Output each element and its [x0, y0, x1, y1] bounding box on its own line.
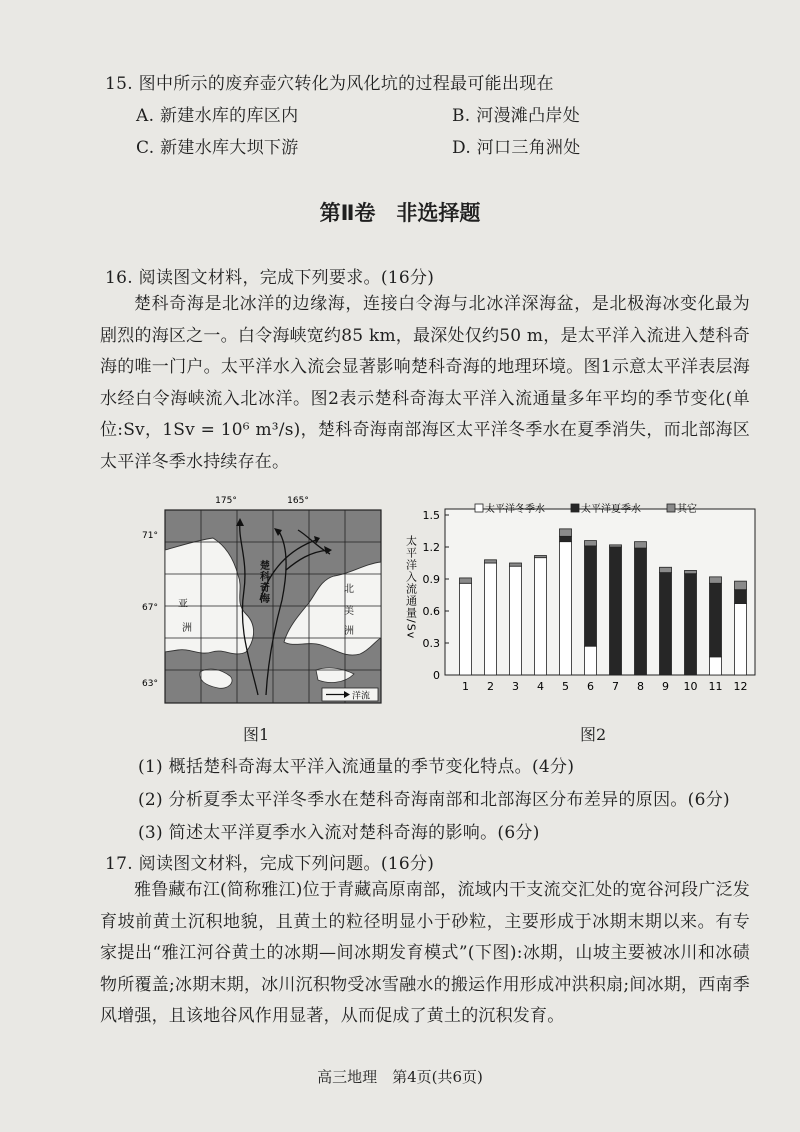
x-tick-label: 3: [512, 680, 519, 693]
page-footer: 高三地理 第4页(共6页): [317, 1068, 483, 1086]
bar-other-water: [585, 541, 597, 546]
legend-swatch: [571, 504, 579, 512]
section-title: 第Ⅱ卷 非选择题: [319, 201, 481, 225]
chart-ylabel: 太平洋入流通量/Sv: [404, 535, 418, 640]
bar-summer-water: [685, 574, 697, 675]
q15-option-c: C. 新建水库大坝下游: [136, 138, 299, 158]
y-tick-label: 0.3: [422, 637, 440, 650]
lat-label-71: 71°: [142, 531, 158, 541]
figure1-map: [138, 490, 388, 710]
bar-summer-water: [610, 547, 622, 675]
na-label-2: 美: [344, 606, 354, 617]
x-tick-label: 7: [612, 680, 619, 693]
lat-label-67: 67°: [142, 603, 158, 613]
lon-label-175: 175°: [215, 496, 237, 506]
q15-option-b: B. 河漫滩凸岸处: [452, 106, 580, 126]
legend-label: 洋流: [352, 691, 371, 702]
legend-entry: 其它: [677, 504, 697, 515]
legend-swatch: [475, 504, 483, 512]
lon-label-165: 165°: [287, 496, 309, 506]
bar-other-water: [460, 578, 472, 583]
bar-other-water: [560, 529, 572, 536]
bar-other-water: [660, 567, 672, 572]
na-label-1: 北: [344, 584, 354, 595]
bar-winter-water: [485, 563, 497, 675]
y-tick-label: 1.2: [422, 541, 440, 554]
figure1-caption: 图1: [243, 725, 270, 744]
q16-stem: 16. 阅读图文材料，完成下列要求。(16分): [105, 268, 435, 288]
bar-winter-water: [535, 558, 547, 675]
bar-other-water: [635, 542, 647, 548]
x-tick-label: 12: [733, 680, 748, 693]
bar-winter-water: [710, 657, 722, 675]
bar-winter-water: [585, 646, 597, 675]
bar-summer-water: [560, 536, 572, 541]
y-tick-label: 0.9: [422, 573, 440, 586]
y-tick-label: 0: [433, 669, 440, 682]
legend-swatch: [667, 504, 675, 512]
bar-winter-water: [510, 566, 522, 675]
bar-other-water: [510, 563, 522, 566]
bar-winter-water: [560, 542, 572, 675]
bar-summer-water: [660, 573, 672, 675]
q17-paragraph: 雅鲁藏布江(简称雅江)位于青藏高原南部，流域内干支流交汇处的宽谷河段广泛发育坡前黄土沉积地貌，且黄土的粒径明显小于砂粒，主要形成于冰期末期以来。有专家提出“雅江河谷黄土的冰期—间冰期发育模式”(下图):冰期，山坡主要被冰川和冰碛物所覆盖;冰期末期，冰川沉积物受冰雪融水的搬运作用形成冲洪积扇;间冰期，西南季风增强，且该地谷风作用显著，从而促成了黄土的沉积发育。: [100, 880, 750, 1026]
figure2-chart: [395, 495, 765, 710]
bar-other-water: [710, 577, 722, 583]
bar-winter-water: [460, 583, 472, 675]
y-tick-label: 1.5: [422, 509, 440, 522]
figure2-caption: 图2: [580, 725, 607, 744]
legend-entry: 太平洋夏季水: [581, 504, 641, 515]
lat-label-63: 63°: [142, 679, 158, 689]
bar-summer-water: [635, 548, 647, 675]
q15-stem: 15. 图中所示的废弃壶穴转化为风化坑的过程最可能出现在: [105, 74, 554, 94]
q16-paragraph: 楚科奇海是北冰洋的边缘海，连接白令海与北冰洋深海盆，是北极海冰变化最为剧烈的海区之一。白令海峡宽约85 km，最深处仅约50 m，是太平洋入流进入楚科奇海的唯一门户。太平洋水入流会显著影响楚科奇海的地理环境。图1示意太平洋表层海水经白令海峡流入北冰洋。图2表示楚科奇海太平洋入流通量多年平均的季节变化(单位:Sv，1Sv = 10⁶ m³/s)，楚科奇海南部海区太平洋冬季水在夏季消失，而北部海区太平洋冬季水持续存在。: [100, 294, 750, 472]
q15-option-d: D. 河口三角洲处: [452, 138, 581, 158]
asia-label-2: 洲: [182, 623, 192, 634]
x-tick-label: 5: [562, 680, 569, 693]
sea-label: 楚科奇海: [257, 560, 269, 604]
bar-summer-water: [710, 583, 722, 657]
bar-summer-water: [585, 546, 597, 646]
bar-other-water: [685, 570, 697, 573]
q16-sub3: (3) 简述太平洋夏季水入流对楚科奇海的影响。(6分): [138, 823, 540, 843]
bar-summer-water: [735, 590, 747, 604]
x-tick-label: 9: [662, 680, 669, 693]
y-tick-label: 0.6: [422, 605, 440, 618]
q15-option-a: A. 新建水库的库区内: [136, 106, 299, 126]
bar-other-water: [610, 545, 622, 547]
bar-other-water: [735, 581, 747, 590]
q16-sub1: (1) 概括楚科奇海太平洋入流通量的季节变化特点。(4分): [138, 757, 575, 777]
na-label-3: 洲: [344, 626, 354, 637]
x-tick-label: 11: [708, 680, 723, 693]
bar-other-water: [485, 560, 497, 563]
q17-stem: 17. 阅读图文材料，完成下列问题。(16分): [105, 854, 435, 874]
x-tick-label: 1: [462, 680, 469, 693]
bar-winter-water: [735, 604, 747, 675]
asia-label-1: 亚: [178, 599, 188, 610]
x-tick-label: 8: [637, 680, 644, 693]
x-tick-label: 4: [537, 680, 544, 693]
x-tick-label: 2: [487, 680, 494, 693]
q16-sub2: (2) 分析夏季太平洋冬季水在楚科奇海南部和北部海区分布差异的原因。(6分): [138, 790, 730, 810]
x-tick-label: 10: [683, 680, 698, 693]
bar-other-water: [535, 556, 547, 558]
legend-entry: 太平洋冬季水: [485, 504, 545, 515]
x-tick-label: 6: [587, 680, 594, 693]
